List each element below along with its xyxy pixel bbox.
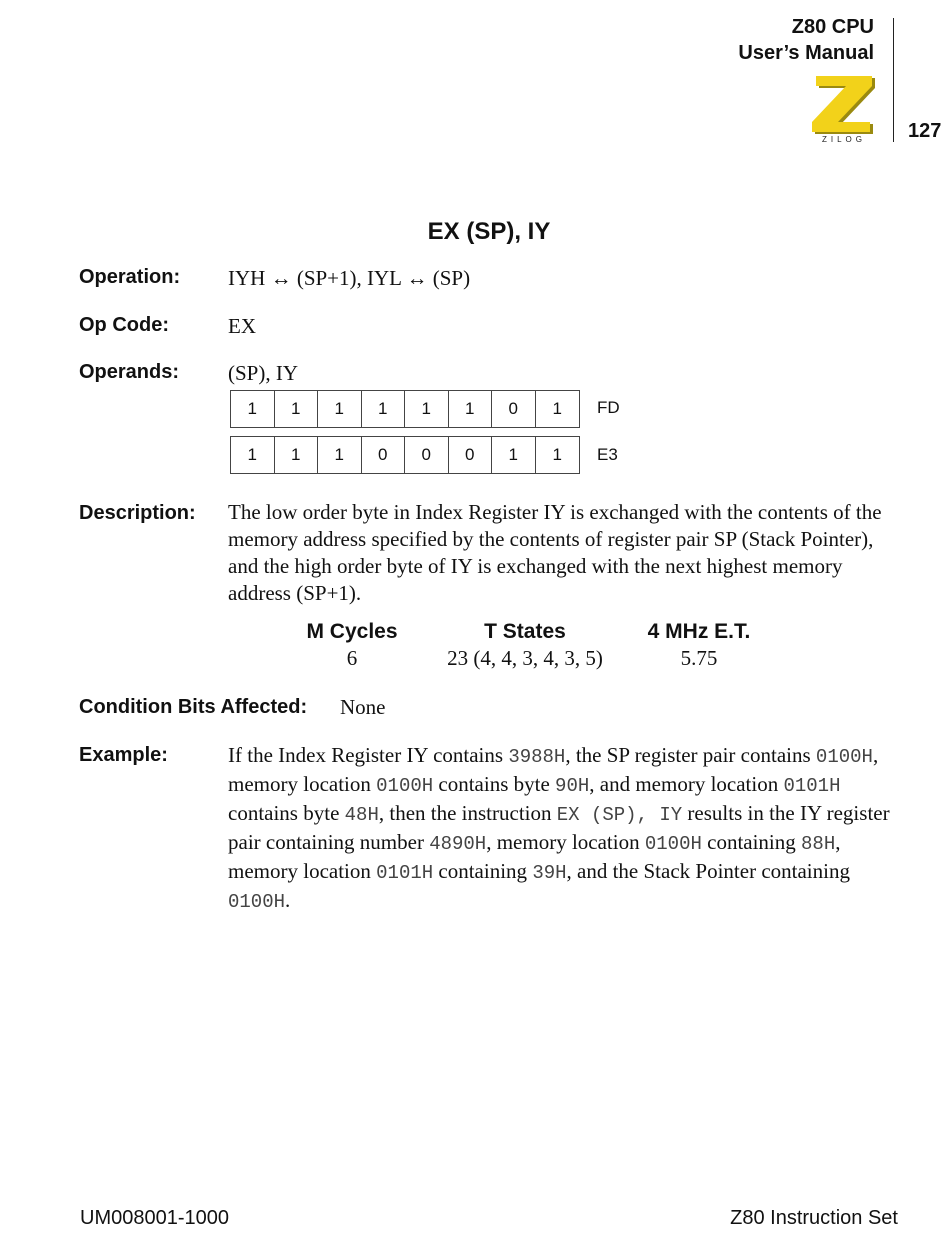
opcode-byte-e3 — [230, 436, 580, 474]
bit-cell: 1 — [552, 399, 562, 418]
manual-header — [738, 14, 874, 66]
timing-header: M Cycles — [306, 620, 398, 643]
opcode-value: EX — [228, 314, 256, 338]
logo-text: ZILOG — [821, 135, 867, 144]
timing-col-mcycles — [292, 620, 412, 671]
code-value: 0100H — [644, 833, 702, 855]
timing-value: 23 (4, 4, 3, 4, 3, 5) — [447, 646, 603, 670]
operation-label: Operation: — [79, 266, 181, 288]
code-value: 0101H — [376, 862, 434, 884]
bit-cell: 1 — [552, 445, 562, 464]
operands-label: Operands: — [79, 361, 180, 383]
bit-cell: 1 — [449, 391, 493, 427]
timing-col-tstates — [420, 620, 630, 671]
page-number: 127 — [908, 120, 942, 142]
timing-header: 4 MHz E.T. — [647, 620, 751, 643]
operation-value: IYH ↔ (SP+1), IYL ↔ (SP) — [228, 266, 471, 290]
code-value: 0100H — [815, 746, 873, 768]
bit-cell: 1 — [405, 391, 449, 427]
zilog-logo — [806, 72, 878, 144]
header-line-manual: User’s Manual — [738, 42, 874, 64]
code-value: 39H — [532, 862, 567, 884]
bit-cell: 0 — [362, 437, 406, 473]
bit-cell: 1 — [318, 437, 362, 473]
example-text: If the Index Register IY contains 3988H, the SP register pair contains 0100H, memory location 0100H contains byte 90H, and memory location 0101H contains byte 48H, then the instruction EX (SP), IY results in the IY register pair containing number 4890H, memory location 0100H containing 88H, memory location 0101H containing 39H, and the Stack Pointer containing 0100H. — [228, 743, 890, 913]
timing-header: T States — [484, 620, 566, 643]
header-line-cpu: Z80 CPU — [791, 16, 874, 38]
footer-section: Z80 Instruction Set — [730, 1207, 898, 1229]
code-value: 3988H — [508, 746, 566, 768]
description-text: The low order byte in Index Register IY is exchanged with the contents of the memory address specified by the contents of register pair SP (Stack Pointer), and the high order byte of IY is exchanged with the next highest memory address (SP+1). — [228, 500, 882, 605]
hex-code-fd: FD — [597, 398, 620, 417]
code-value: 48H — [344, 804, 379, 826]
footer-doc-id: UM008001-1000 — [80, 1207, 229, 1229]
hex-code-e3: E3 — [597, 445, 618, 464]
bit-cell: 1 — [318, 391, 362, 427]
bit-cell: 0 — [405, 437, 449, 473]
opcode-byte-fd — [230, 390, 580, 428]
bit-cell: 1 — [275, 437, 319, 473]
condition-bits-value: None — [340, 695, 386, 719]
code-value: 0100H — [228, 891, 286, 913]
timing-col-et — [634, 620, 764, 671]
bit-cell: 1 — [231, 437, 275, 473]
bit-cell: 1 — [492, 437, 536, 473]
example-label: Example: — [79, 744, 168, 766]
bit-cell: 1 — [231, 391, 275, 427]
instruction-title: EX (SP), IY — [427, 218, 551, 245]
bit-cell: 1 — [275, 391, 319, 427]
code-value: 0101H — [783, 775, 841, 797]
bit-cell: 1 — [362, 391, 406, 427]
operands-value: (SP), IY — [228, 361, 299, 385]
code-value: 4890H — [429, 833, 487, 855]
header-divider — [893, 18, 894, 142]
code-value: 88H — [801, 833, 836, 855]
condition-bits-label: Condition Bits Affected: — [79, 696, 308, 718]
code-value: 0100H — [376, 775, 434, 797]
code-value: 90H — [555, 775, 590, 797]
description-label: Description: — [79, 502, 196, 524]
opcode-label: Op Code: — [79, 314, 169, 336]
timing-value: 6 — [346, 646, 358, 670]
code-value: EX (SP), IY — [556, 804, 683, 826]
bit-cell: 0 — [492, 391, 536, 427]
bit-cell: 0 — [449, 437, 493, 473]
timing-value: 5.75 — [680, 646, 718, 670]
